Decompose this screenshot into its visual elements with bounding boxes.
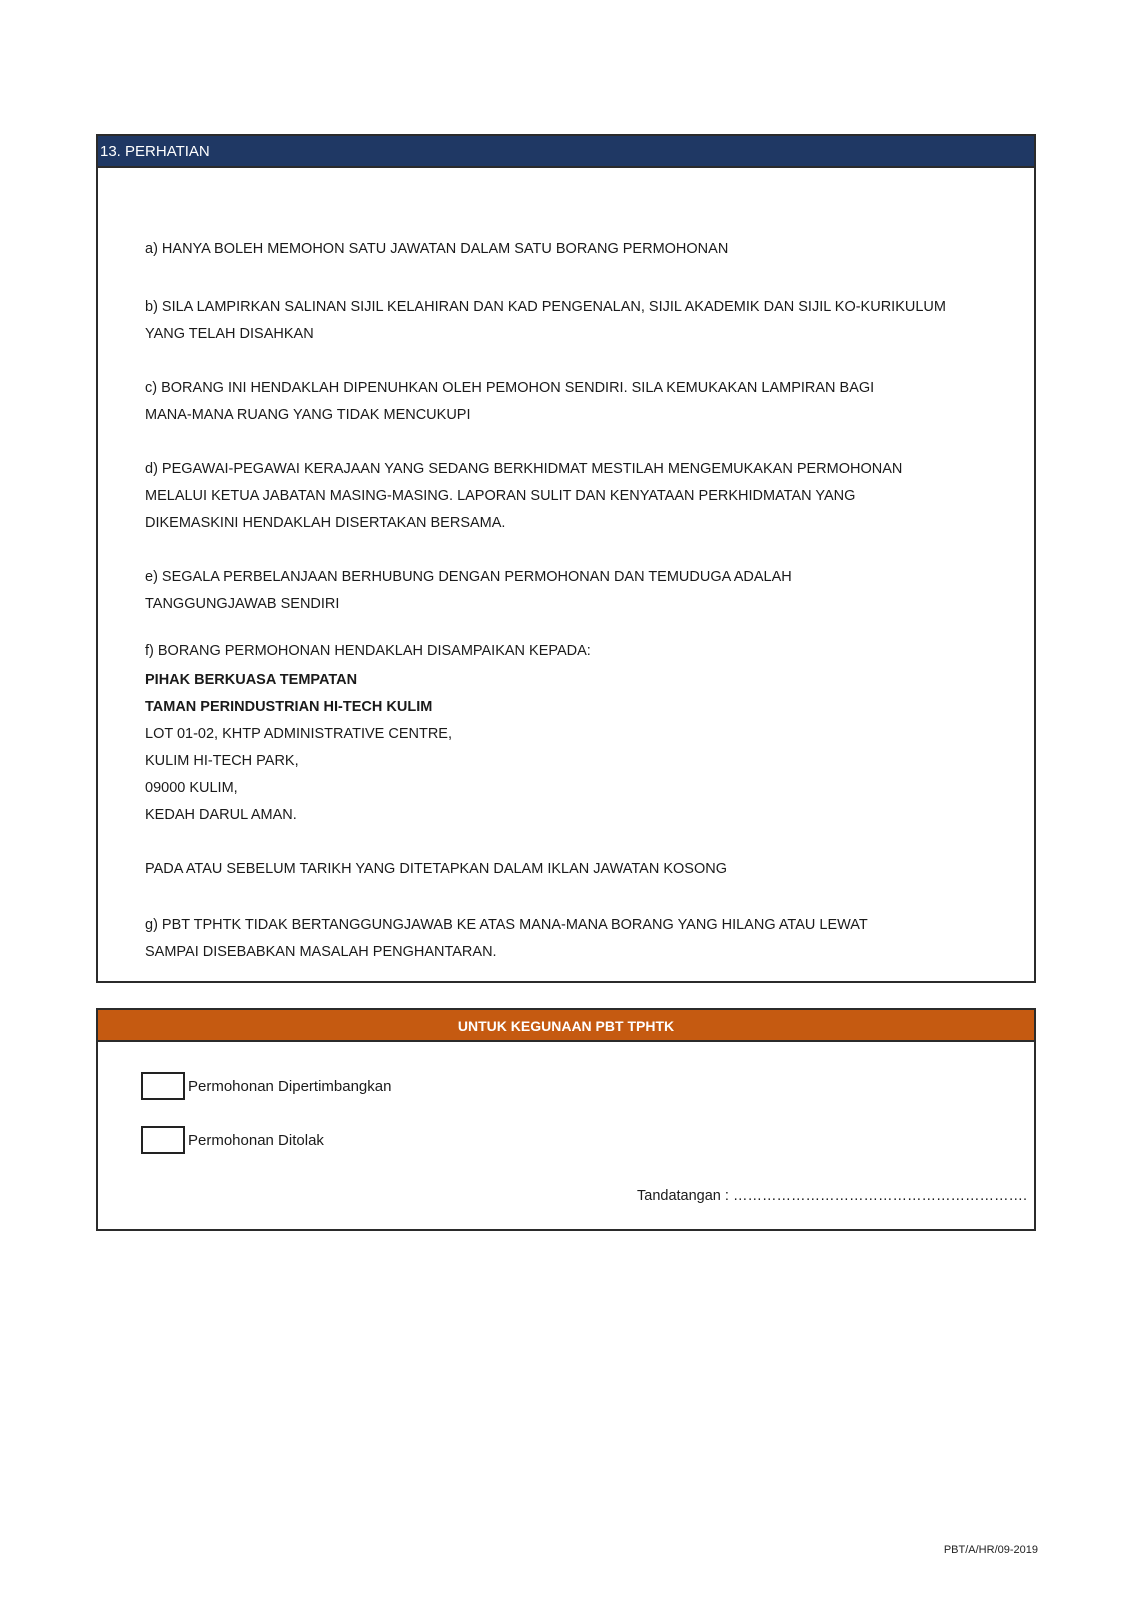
signature-field: Tandatangan : ……………………………………………………. [637,1188,1027,1204]
note-b-line2: YANG TELAH DISAHKAN [145,326,314,342]
considered-checkbox[interactable] [141,1072,185,1100]
deadline-note: PADA ATAU SEBELUM TARIKH YANG DITETAPKAN DALAM IKLAN JAWATAN KOSONG [145,861,728,877]
address-line2: TAMAN PERINDUSTRIAN HI-TECH KULIM [145,699,433,715]
considered-label: Permohonan Dipertimbangkan [188,1077,392,1095]
option-considered-row [141,1071,391,1101]
document-code: PBT/A/HR/09-2019 [943,1544,1038,1556]
note-b-line1: b) SILA LAMPIRKAN SALINAN SIJIL KELAHIRAN DAN KAD PENGENALAN, SIJIL AKADEMIK DAN SIJIL KO-KURIKULUM [145,299,946,315]
note-e-line2: TANGGUNGJAWAB SENDIRI [145,596,340,612]
address-line6: KEDAH DARUL AMAN. [145,807,297,823]
option-rejected-row [141,1125,324,1155]
perhatian-header: 13. PERHATIAN [98,136,1034,168]
perhatian-section [96,134,1036,983]
address-line4: KULIM HI-TECH PARK, [145,753,299,769]
note-d-line3: DIKEMASKINI HENDAKLAH DISERTAKAN BERSAMA. [145,515,506,531]
note-g-line1: g) PBT TPHTK TIDAK BERTANGGUNGJAWAB KE ATAS MANA-MANA BORANG YANG HILANG ATAU LEWAT [145,917,868,933]
rejected-checkbox[interactable] [141,1126,185,1154]
rejected-label: Permohonan Ditolak [188,1131,324,1149]
note-d-line2: MELALUI KETUA JABATAN MASING-MASING. LAPORAN SULIT DAN KENYATAAN PERKHIDMATAN YANG [145,488,856,504]
note-f: f) BORANG PERMOHONAN HENDAKLAH DISAMPAIKAN KEPADA: [145,643,591,659]
pbt-use-header: UNTUK KEGUNAAN PBT TPHTK [98,1010,1034,1042]
note-a: a) HANYA BOLEH MEMOHON SATU JAWATAN DALAM SATU BORANG PERMOHONAN [145,241,729,257]
pbt-use-section [96,1008,1036,1231]
note-d-line1: d) PEGAWAI-PEGAWAI KERAJAAN YANG SEDANG BERKHIDMAT MESTILAH MENGEMUKAKAN PERMOHONAN [145,461,903,477]
note-e-line1: e) SEGALA PERBELANJAAN BERHUBUNG DENGAN PERMOHONAN DAN TEMUDUGA ADALAH [145,569,792,585]
address-line5: 09000 KULIM, [145,780,238,796]
note-c-line2: MANA-MANA RUANG YANG TIDAK MENCUKUPI [145,407,471,423]
note-g-line2: SAMPAI DISEBABKAN MASALAH PENGHANTARAN. [145,944,497,960]
note-c-line1: c) BORANG INI HENDAKLAH DIPENUHKAN OLEH PEMOHON SENDIRI. SILA KEMUKAKAN LAMPIRAN BAGI [145,380,875,396]
address-line3: LOT 01-02, KHTP ADMINISTRATIVE CENTRE, [145,726,452,742]
address-line1: PIHAK BERKUASA TEMPATAN [145,672,358,688]
